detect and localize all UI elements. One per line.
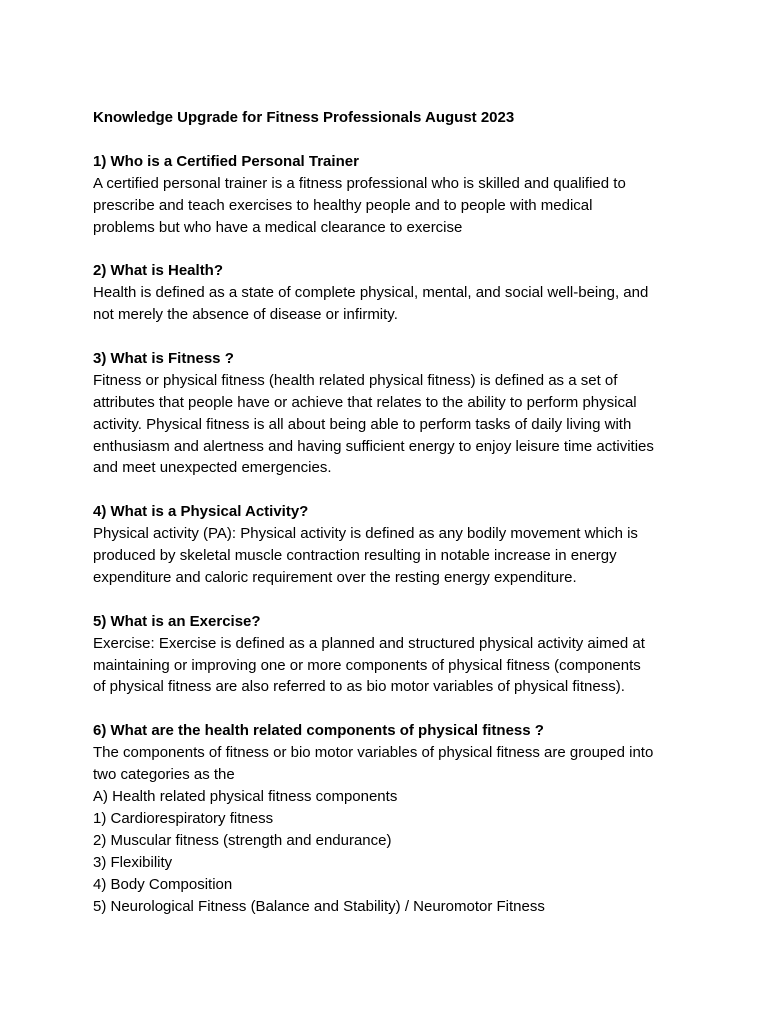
paragraph-line: produced by skeletal muscle contraction resulting in notable increase in energy — [93, 547, 617, 565]
section-1 — [93, 151, 683, 239]
paragraph-line: attributes that people have or achieve that relates to the ability to perform physical — [93, 393, 637, 411]
paragraph-line: problems but who have a medical clearance to exercise — [93, 218, 463, 236]
list-item: 2) Muscular fitness (strength and endurance) — [93, 831, 392, 849]
paragraph-line: enthusiasm and alertness and having sufficient energy to enjoy leisure time activities — [93, 437, 654, 455]
spacer — [93, 129, 683, 151]
section-2 — [93, 260, 683, 326]
section-heading: 4) What is a Physical Activity? — [93, 503, 309, 521]
spacer — [93, 326, 683, 348]
paragraph-line: activity. Physical fitness is all about being able to perform tasks of daily living with — [93, 415, 632, 433]
document-page — [93, 107, 683, 917]
paragraph-line: Fitness or physical fitness (health related physical fitness) is defined as a set of — [93, 371, 618, 389]
spacer — [93, 589, 683, 611]
section-4 — [93, 501, 683, 589]
section-heading: 3) What is Fitness ? — [93, 349, 234, 367]
paragraph-line: two categories as the — [93, 766, 235, 784]
paragraph-line: maintaining or improving one or more components of physical fitness (components — [93, 656, 641, 674]
list-item: 3) Flexibility — [93, 853, 173, 871]
spacer — [93, 479, 683, 501]
paragraph-line: expenditure and caloric requirement over the resting energy expenditure. — [93, 568, 577, 586]
list-item: 5) Neurological Fitness (Balance and Stability) / Neuromotor Fitness — [93, 897, 545, 915]
paragraph-line: and meet unexpected emergencies. — [93, 459, 332, 477]
section-heading: 5) What is an Exercise? — [93, 612, 261, 630]
section-3 — [93, 348, 683, 479]
spacer — [93, 698, 683, 720]
paragraph-line: Physical activity (PA): Physical activity is defined as any bodily movement which is — [93, 525, 638, 543]
list-item: 4) Body Composition — [93, 875, 233, 893]
spacer — [93, 238, 683, 260]
section-heading: 1) Who is a Certified Personal Trainer — [93, 152, 359, 170]
paragraph-line: Health is defined as a state of complete physical, mental, and social well-being, and — [93, 284, 649, 302]
paragraph-line: Exercise: Exercise is defined as a planned and structured physical activity aimed at — [93, 634, 645, 652]
list-item: 1) Cardiorespiratory fitness — [93, 809, 274, 827]
paragraph-line: The components of fitness or bio motor variables of physical fitness are grouped into — [93, 744, 654, 762]
paragraph-line: of physical fitness are also referred to as bio motor variables of physical fitness). — [93, 678, 625, 696]
section-heading: 6) What are the health related components of physical fitness ? — [93, 722, 544, 740]
section-6 — [93, 720, 683, 917]
paragraph-line: prescribe and teach exercises to healthy people and to people with medical — [93, 196, 593, 214]
paragraph-line: A certified personal trainer is a fitness professional who is skilled and qualified to — [93, 174, 626, 192]
section-heading: 2) What is Health? — [93, 262, 224, 280]
list-category: A) Health related physical fitness components — [93, 788, 398, 805]
document-title: Knowledge Upgrade for Fitness Professionals August 2023 — [93, 109, 515, 126]
paragraph-line: not merely the absence of disease or infirmity. — [93, 306, 398, 324]
section-5 — [93, 611, 683, 699]
